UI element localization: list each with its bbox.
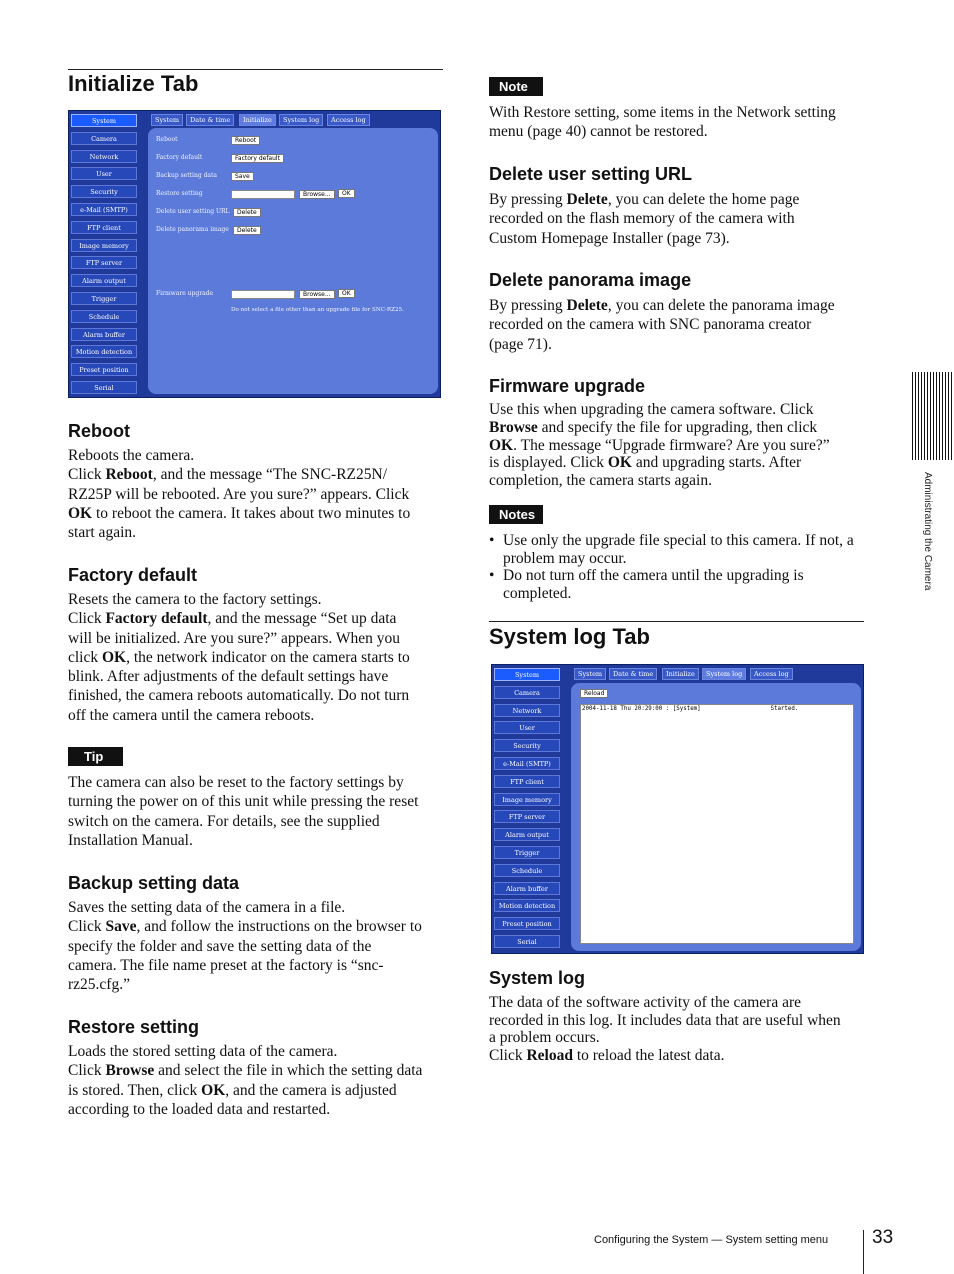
tab-date-time[interactable]: Date & time bbox=[186, 114, 234, 126]
side-bar-line bbox=[930, 372, 931, 460]
nav-item-trigger[interactable]: Trigger bbox=[494, 846, 560, 859]
text-line: (page 71). bbox=[489, 335, 552, 353]
restore-browse-button[interactable]: Browse... bbox=[299, 190, 335, 199]
initialize-tab-screenshot bbox=[68, 110, 441, 398]
backup-heading: Backup setting data bbox=[68, 873, 240, 893]
text-line: click OK, the network indicator on the camera starts to bbox=[68, 648, 410, 666]
nav-item-alarm-buffer[interactable]: Alarm buffer bbox=[494, 882, 560, 895]
log-textarea[interactable] bbox=[580, 704, 854, 944]
factory-default-text bbox=[68, 590, 410, 725]
text-line: Saves the setting data of the camera in a file. bbox=[68, 899, 346, 916]
text-line: The camera can also be reset to the factory settings by bbox=[68, 774, 404, 791]
side-bar-line bbox=[915, 372, 916, 460]
note-label: Note bbox=[489, 77, 543, 96]
side-bar-line bbox=[942, 372, 943, 460]
tab-access-log[interactable]: Access log bbox=[327, 114, 370, 126]
text-line: off the camera until the camera reboots. bbox=[68, 706, 315, 724]
delete-panorama-label: Delete panorama image bbox=[156, 226, 229, 233]
text-line: specify the folder and save the setting data of the bbox=[68, 937, 372, 955]
log-entry: 2004-11-18 Thu 20:29:00 : [System] Started. bbox=[582, 706, 799, 712]
text-line: By pressing Delete, you can delete the home page bbox=[489, 191, 800, 208]
nav-item-camera[interactable]: Camera bbox=[71, 132, 137, 145]
text-line: Use this when upgrading the camera software. Click bbox=[489, 401, 814, 418]
system-log-text bbox=[489, 994, 841, 1065]
nav-item-system[interactable]: System bbox=[494, 668, 560, 681]
tip-text bbox=[68, 773, 418, 850]
side-bar-line bbox=[927, 372, 928, 460]
delete-url-button[interactable]: Delete bbox=[233, 208, 261, 217]
text-line: OK to reboot the camera. It takes about two minutes to bbox=[68, 504, 411, 522]
delete-url-text bbox=[489, 190, 799, 248]
nav-item-user[interactable]: User bbox=[71, 167, 137, 180]
tab-system-log[interactable]: System log bbox=[702, 668, 746, 680]
settings-panel bbox=[148, 128, 438, 394]
side-bar-line bbox=[948, 372, 949, 460]
firmware-heading: Firmware upgrade bbox=[489, 376, 646, 396]
side-bar-line bbox=[951, 372, 952, 460]
nav-item-image-memory[interactable]: Image memory bbox=[71, 239, 137, 252]
reboot-heading: Reboot bbox=[68, 421, 130, 441]
text-line: camera. The file name preset at the factory is “snc- bbox=[68, 956, 384, 974]
text-line: menu (page 40) cannot be restored. bbox=[489, 123, 708, 141]
text-line: Click Factory default, and the message “Set up data bbox=[68, 610, 397, 628]
nav-item-schedule[interactable]: Schedule bbox=[494, 864, 560, 877]
nav-item-schedule[interactable]: Schedule bbox=[71, 310, 137, 323]
nav-item-motion-detection[interactable]: Motion detection bbox=[494, 899, 560, 912]
delete-url-heading: Delete user setting URL bbox=[489, 164, 693, 184]
tab-system[interactable]: System bbox=[574, 668, 606, 680]
system-log-heading: System log bbox=[489, 968, 586, 988]
backup-label: Backup setting data bbox=[156, 172, 217, 179]
system-log-screenshot bbox=[491, 664, 864, 954]
text-line: By pressing Delete, you can delete the panorama image bbox=[489, 297, 835, 314]
text-line: Loads the stored setting data of the camera. bbox=[68, 1043, 338, 1060]
syslog-rule bbox=[489, 621, 864, 622]
side-bar-line bbox=[918, 372, 919, 460]
text-line: RZ25P will be rebooted. Are you sure?” appears. Click bbox=[68, 485, 410, 503]
nav-item-image-memory[interactable]: Image memory bbox=[494, 793, 560, 806]
text-line: Click Reboot, and the message “The SNC-RZ25N/ bbox=[68, 466, 388, 484]
note-item: • Do not turn off the camera until the upgrading is completed. bbox=[489, 567, 861, 602]
text-line: rz25.cfg.” bbox=[68, 976, 130, 994]
delete-panorama-text bbox=[489, 296, 835, 354]
text-line: recorded on the flash memory of the camera with bbox=[489, 210, 795, 228]
side-bar-line bbox=[912, 372, 913, 460]
text-line: Custom Homepage Installer (page 73). bbox=[489, 229, 730, 247]
nav-item-preset-position[interactable]: Preset position bbox=[494, 917, 560, 930]
backup-text bbox=[68, 898, 422, 994]
nav-item-ftp-server[interactable]: FTP server bbox=[71, 256, 137, 269]
nav-item-e-mail-smtp[interactable]: e-Mail (SMTP) bbox=[71, 203, 137, 216]
nav-item-system[interactable]: System bbox=[71, 114, 137, 127]
restore-heading: Restore setting bbox=[68, 1017, 200, 1037]
restore-label: Restore setting bbox=[156, 190, 203, 197]
text-line: completion, the camera starts again. bbox=[489, 472, 712, 490]
text-line: recorded on the camera with SNC panorama creator bbox=[489, 316, 812, 334]
tab-system[interactable]: System bbox=[151, 114, 183, 126]
side-tab-label: Administrating the Camera bbox=[922, 472, 933, 591]
nav-item-camera[interactable]: Camera bbox=[494, 686, 560, 699]
side-bar-line bbox=[933, 372, 934, 460]
nav-item-e-mail-smtp[interactable]: e-Mail (SMTP) bbox=[494, 757, 560, 770]
text-line: finished, the camera reboots automatically. Do not turn bbox=[68, 687, 410, 705]
nav-item-network[interactable]: Network bbox=[494, 704, 560, 717]
text-line: blink. After adjustments of the default settings have bbox=[68, 668, 389, 686]
firmware-browse-button[interactable]: Browse... bbox=[299, 290, 335, 299]
side-bar-line bbox=[945, 372, 946, 460]
nav-item-serial[interactable]: Serial bbox=[71, 381, 137, 394]
side-bar-line bbox=[924, 372, 925, 460]
page-title: Initialize Tab bbox=[68, 71, 199, 96]
nav-item-network[interactable]: Network bbox=[71, 150, 137, 163]
text-line: Browse and specify the file for upgrading, then click bbox=[489, 418, 818, 436]
reboot-button[interactable]: Reboot bbox=[231, 136, 260, 145]
side-bar-line bbox=[921, 372, 922, 460]
syslog-title: System log Tab bbox=[489, 624, 650, 649]
firmware-text bbox=[489, 401, 830, 490]
tab-access-log[interactable]: Access log bbox=[750, 668, 793, 680]
log-panel bbox=[571, 683, 861, 951]
firmware-file-input[interactable] bbox=[231, 290, 295, 299]
text-line: With Restore setting, some items in the Network setting bbox=[489, 104, 836, 121]
firmware-warning: Do not select a file other than an upgrade file for SNC-RZ25. bbox=[231, 307, 404, 313]
nav-item-security[interactable]: Security bbox=[71, 185, 137, 198]
delete-panorama-heading: Delete panorama image bbox=[489, 270, 692, 290]
firmware-label: Firmware upgrade bbox=[156, 290, 214, 297]
nav-item-security[interactable]: Security bbox=[494, 739, 560, 752]
reboot-label: Reboot bbox=[156, 136, 178, 143]
restore-text bbox=[68, 1042, 422, 1119]
tab-initialize[interactable]: Initialize bbox=[662, 668, 699, 680]
nav-item-alarm-buffer[interactable]: Alarm buffer bbox=[71, 328, 137, 341]
factory-default-label: Factory default bbox=[156, 154, 203, 161]
text-line: according to the loaded data and restarted. bbox=[68, 1100, 331, 1118]
footer-divider bbox=[863, 1230, 864, 1274]
side-bar-line bbox=[936, 372, 937, 460]
nav-item-preset-position[interactable]: Preset position bbox=[71, 363, 137, 376]
text-line: Reboots the camera. bbox=[68, 447, 195, 464]
side-tab-bars bbox=[912, 372, 953, 460]
tip-label: Tip bbox=[68, 747, 123, 766]
restore-ok-button[interactable]: OK bbox=[338, 189, 355, 198]
title-rule bbox=[68, 69, 443, 70]
reboot-text bbox=[68, 446, 410, 542]
text-line: OK. The message “Upgrade firmware? Are you sure?” bbox=[489, 436, 830, 454]
side-bar-line bbox=[939, 372, 940, 460]
text-line: Resets the camera to the factory settings. bbox=[68, 591, 322, 608]
nav-item-ftp-client[interactable]: FTP client bbox=[494, 775, 560, 788]
text-line: Installation Manual. bbox=[68, 831, 193, 849]
nav-item-alarm-output[interactable]: Alarm output bbox=[494, 828, 560, 841]
note-text bbox=[489, 103, 836, 142]
nav-item-ftp-client[interactable]: FTP client bbox=[71, 221, 137, 234]
text-line: Click Reload to reload the latest data. bbox=[489, 1047, 725, 1065]
delete-panorama-button[interactable]: Delete bbox=[233, 226, 261, 235]
text-line: recorded in this log. It includes data that are useful when bbox=[489, 1011, 841, 1029]
text-line: turning the power on of this unit while pressing the reset bbox=[68, 793, 419, 811]
nav-item-ftp-server[interactable]: FTP server bbox=[494, 810, 560, 823]
footer-section: Configuring the System — System setting menu bbox=[594, 1234, 829, 1246]
factory-default-heading: Factory default bbox=[68, 565, 198, 585]
tab-initialize[interactable]: Initialize bbox=[239, 114, 276, 126]
save-button[interactable]: Save bbox=[231, 172, 254, 181]
text-line: a problem occurs. bbox=[489, 1029, 600, 1047]
text-line: is displayed. Click OK and upgrading starts. After bbox=[489, 454, 802, 472]
text-line: Click Save, and follow the instructions on the browser to bbox=[68, 918, 422, 936]
text-line: will be initialized. Are you sure?” appears. When you bbox=[68, 629, 400, 647]
nav-item-trigger[interactable]: Trigger bbox=[71, 292, 137, 305]
page-number: 33 bbox=[872, 1227, 894, 1248]
text-line: start again. bbox=[68, 524, 137, 542]
text-line: switch on the camera. For details, see the supplied bbox=[68, 812, 380, 830]
notes-label: Notes bbox=[489, 505, 543, 524]
firmware-ok-button[interactable]: OK bbox=[338, 289, 355, 298]
nav-item-alarm-output[interactable]: Alarm output bbox=[71, 274, 137, 287]
text-line: The data of the software activity of the camera are bbox=[489, 994, 801, 1011]
reload-button[interactable]: Reload bbox=[580, 689, 608, 698]
nav-item-user[interactable]: User bbox=[494, 721, 560, 734]
factory-default-button[interactable]: Factory default bbox=[231, 154, 284, 163]
note-item: • Use only the upgrade file special to this camera. If not, a problem may occur. bbox=[489, 532, 861, 567]
notes-list bbox=[489, 532, 861, 603]
text-line: is stored. Then, click OK, and the camera is adjusted bbox=[68, 1081, 397, 1099]
restore-file-input[interactable] bbox=[231, 190, 295, 199]
tab-date-time[interactable]: Date & time bbox=[609, 668, 657, 680]
nav-item-motion-detection[interactable]: Motion detection bbox=[71, 345, 137, 358]
text-line: Click Browse and select the file in which the setting data bbox=[68, 1062, 423, 1080]
tab-system-log[interactable]: System log bbox=[279, 114, 323, 126]
delete-url-label: Delete user setting URL bbox=[156, 208, 230, 215]
nav-item-serial[interactable]: Serial bbox=[494, 935, 560, 948]
